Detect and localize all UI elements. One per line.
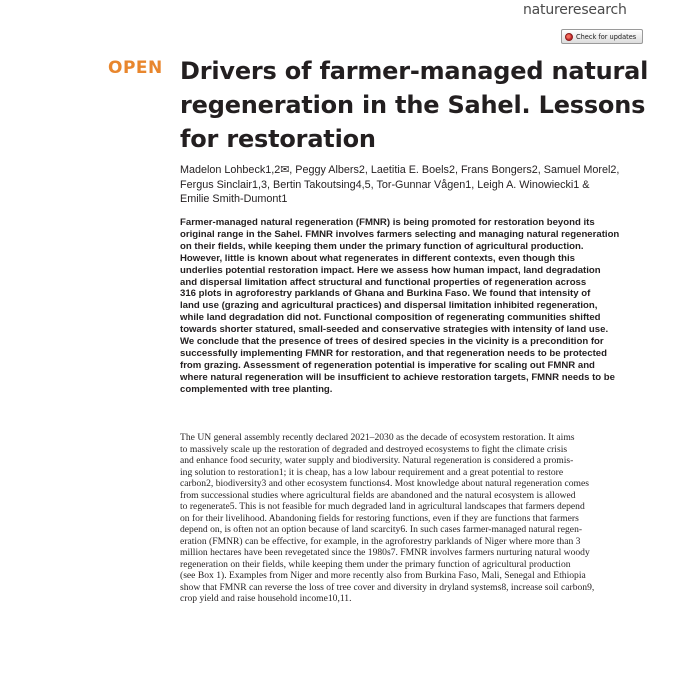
author-line: Emilie Smith-Dumont1: [180, 193, 288, 205]
check-for-updates-label: Check for updates: [576, 32, 637, 41]
open-access-label: OPEN: [108, 58, 163, 78]
abstract-line: However, little is known about what regenerates in different contexts, even though this: [180, 252, 576, 264]
abstract: [180, 217, 635, 396]
check-for-updates-button[interactable]: [561, 29, 643, 44]
body-line: and enhance food security, water supply and biodiversity. Natural regeneration is considered a promis-: [180, 455, 574, 466]
abstract-line: successfully implementing FMNR for restoration, and that regeneration needs to be protected: [180, 347, 607, 359]
abstract-line: towards shorter statured, small-seeded and conservative strategies with intensity of land use.: [180, 324, 609, 336]
author-list: [180, 163, 640, 207]
abstract-line: from grazing. Assessment of regeneration potential is imperative for scaling out FMNR and: [180, 359, 595, 371]
body-line: crop yield and raise household income10,11.: [180, 593, 352, 604]
abstract-line: complemented with tree planting.: [180, 383, 333, 395]
body-line: to massively scale up the restoration of degraded and destroyed ecosystems to fight the climate crisis: [180, 443, 568, 455]
body-line: show that FMNR can reverse the loss of tree cover and diversity in dryland systems8, increase soil carbon9,: [180, 581, 595, 593]
body-line: depend on, is often not an option because of land scarcity6. In such cases farmer-managed natural regen-: [180, 524, 583, 535]
body-line: eration (FMNR) can be effective, for example, in the agroforestry parklands of Niger where more than 3: [180, 535, 581, 547]
body-line: from successional studies where agricultural fields are abandoned and the natural ecosystem is allowed: [180, 489, 576, 501]
abstract-line: on their fields, while keeping them under the primary function of agricultural production.: [180, 240, 584, 252]
author-line: Fergus Sinclair1,3, Bertin Takoutsing4,5, Tor-Gunnar Vågen1, Leigh A. Winowiecki1 &: [180, 178, 590, 191]
abstract-line: where natural regeneration will be insufficient to achieve restoration targets, FMNR needs to be: [180, 371, 616, 383]
abstract-line: and dispersal limitation affect structural and functional properties of regeneration across: [180, 276, 587, 288]
title-line: regeneration in the Sahel. Lessons: [180, 91, 646, 119]
title-line: for restoration: [180, 125, 376, 153]
abstract-line: while land degradation did not. Functional composition of regenerating communities shifted: [180, 312, 601, 324]
abstract-line: land use (grazing and agricultural practices) and dispersal limitation inhibited regeneration,: [180, 300, 598, 312]
author-line: Madelon Lohbeck1,2✉, Peggy Albers2, Laetitia E. Boels2, Frans Bongers2, Samuel Morel2,: [180, 164, 620, 176]
body-line: (see Box 1). Examples from Niger and more recently also from Burkina Faso, Mali, Senegal and Ethiopia: [180, 570, 586, 581]
body-line: million hectares have been revegetated since the 1980s7. FMNR involves farmers nurturing natural woody: [180, 547, 590, 558]
abstract-line: original range in the Sahel. FMNR involves farmers selecting and managing natural regeneration: [180, 228, 620, 240]
title-line: Drivers of farmer-managed natural: [180, 57, 649, 85]
body-line: ing solution to restoration1; it is cheap, has a low labour requirement and a great potential to restore: [180, 466, 564, 478]
body-line: on for their livelihood. Abandoning fields for restoring functions, even if they are functions that farmers: [180, 512, 579, 524]
publisher-logo: natureresearch: [523, 2, 627, 18]
body-line: regeneration on their fields, while keeping them under the primary function of agricultural production: [180, 558, 571, 570]
article-title: [180, 54, 660, 156]
body-line: carbon2, biodiversity3 and other ecosystem functions4. Most knowledge about natural regeneration comes: [180, 478, 589, 489]
body-line: to regenerate5. This is not feasible for much degraded land in agricultural landscapes that farmers depend: [180, 501, 585, 512]
crossmark-icon: [565, 33, 573, 41]
abstract-line: underlies potential restoration impact. Here we assess how human impact, land degradation: [180, 264, 601, 276]
abstract-line: Farmer-managed natural regeneration (FMNR) is being promoted for restoration beyond its: [180, 217, 595, 228]
abstract-line: We conclude that the presence of trees of desired species in the vicinity is a precondition for: [180, 336, 604, 348]
abstract-line: 316 plots in agroforestry parklands of Ghana and Burkina Faso. We found that intensity of: [180, 288, 591, 300]
body-text: [180, 432, 645, 605]
body-line: The UN general assembly recently declared 2021–2030 as the decade of ecosystem restoration. It aims: [180, 432, 575, 443]
